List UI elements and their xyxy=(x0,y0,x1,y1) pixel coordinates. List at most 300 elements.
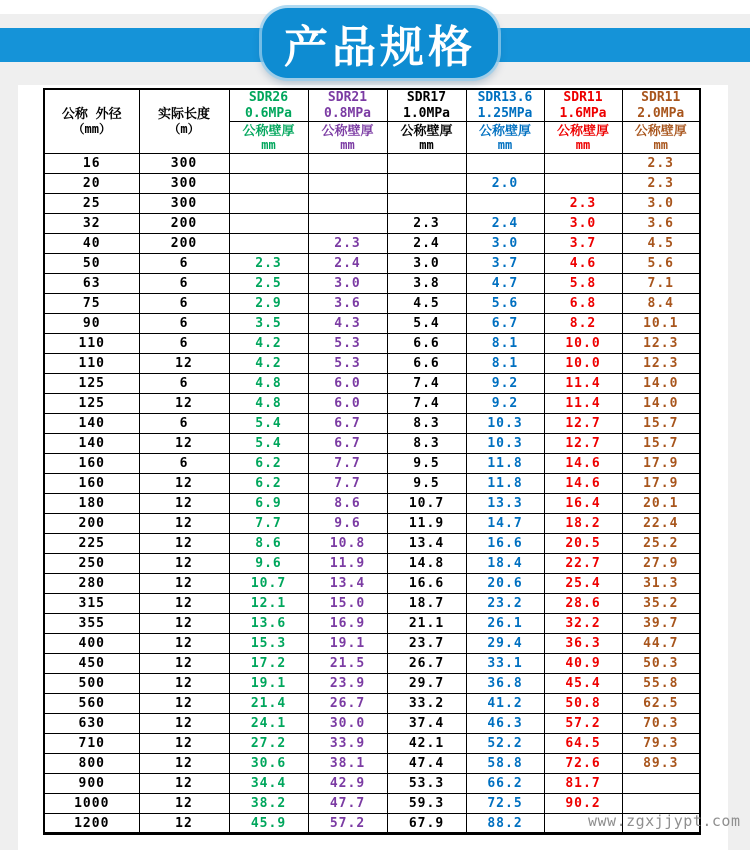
col-header-series-4: SDR11 1.6MPa xyxy=(544,89,622,122)
table-cell: 36.3 xyxy=(544,634,622,654)
table-row xyxy=(44,694,700,714)
table-cell: 8.2 xyxy=(544,314,622,334)
table-cell: 1000 xyxy=(44,794,139,814)
table-cell: 64.5 xyxy=(544,734,622,754)
table-cell: 6 xyxy=(139,374,229,394)
table-cell: 5.4 xyxy=(229,414,308,434)
table-cell: 140 xyxy=(44,434,139,454)
col-subheader-series-1: 公称壁厚 mm xyxy=(308,122,387,154)
table-cell: 11.4 xyxy=(544,374,622,394)
table-cell: 110 xyxy=(44,354,139,374)
table-cell: 225 xyxy=(44,534,139,554)
table-cell: 11.8 xyxy=(466,474,544,494)
table-cell: 24.1 xyxy=(229,714,308,734)
table-cell: 2.3 xyxy=(308,234,387,254)
table-cell: 9.5 xyxy=(387,454,466,474)
table-cell: 710 xyxy=(44,734,139,754)
table-cell: 7.7 xyxy=(308,454,387,474)
table-cell: 6.8 xyxy=(544,294,622,314)
table-row xyxy=(44,494,700,514)
table-cell: 160 xyxy=(44,474,139,494)
table-cell: 2.3 xyxy=(622,174,700,194)
table-row xyxy=(44,374,700,394)
table-cell: 20.5 xyxy=(544,534,622,554)
table-cell xyxy=(387,174,466,194)
table-cell: 6 xyxy=(139,314,229,334)
table-cell: 2.4 xyxy=(466,214,544,234)
table-cell xyxy=(544,154,622,174)
table-cell: 12 xyxy=(139,634,229,654)
table-cell: 20 xyxy=(44,174,139,194)
table-cell: 26.7 xyxy=(387,654,466,674)
table-cell: 53.3 xyxy=(387,774,466,794)
table-row xyxy=(44,534,700,554)
table-cell: 25.4 xyxy=(544,574,622,594)
table-row xyxy=(44,674,700,694)
table-cell: 355 xyxy=(44,614,139,634)
table-cell: 9.5 xyxy=(387,474,466,494)
table-cell: 6.6 xyxy=(387,334,466,354)
table-cell: 12 xyxy=(139,494,229,514)
table-cell: 14.7 xyxy=(466,514,544,534)
table-cell: 630 xyxy=(44,714,139,734)
table-cell: 7.4 xyxy=(387,394,466,414)
table-cell: 13.6 xyxy=(229,614,308,634)
table-cell: 6.0 xyxy=(308,374,387,394)
table-cell: 2.4 xyxy=(387,234,466,254)
table-cell: 2.4 xyxy=(308,254,387,274)
table-row xyxy=(44,234,700,254)
table-row xyxy=(44,754,700,774)
table-cell: 9.6 xyxy=(229,554,308,574)
table-cell: 12 xyxy=(139,574,229,594)
table-cell: 17.2 xyxy=(229,654,308,674)
table-cell: 300 xyxy=(139,174,229,194)
col-header-series-1: SDR21 0.8MPa xyxy=(308,89,387,122)
col-subheader-series-5: 公称壁厚 mm xyxy=(622,122,700,154)
table-cell: 52.2 xyxy=(466,734,544,754)
table-row xyxy=(44,514,700,534)
table-cell: 11.4 xyxy=(544,394,622,414)
table-cell: 90 xyxy=(44,314,139,334)
table-cell: 6 xyxy=(139,334,229,354)
table-cell: 10.1 xyxy=(622,314,700,334)
table-cell: 38.2 xyxy=(229,794,308,814)
table-cell: 40.9 xyxy=(544,654,622,674)
table-cell: 31.3 xyxy=(622,574,700,594)
table-cell: 4.5 xyxy=(387,294,466,314)
table-cell: 4.3 xyxy=(308,314,387,334)
table-cell: 5.3 xyxy=(308,334,387,354)
table-cell: 140 xyxy=(44,414,139,434)
spec-table xyxy=(43,88,701,835)
table-cell: 4.8 xyxy=(229,374,308,394)
table-cell: 12.7 xyxy=(544,414,622,434)
table-cell: 12.1 xyxy=(229,594,308,614)
table-row xyxy=(44,394,700,414)
col-header-series-3: SDR13.6 1.25MPa xyxy=(466,89,544,122)
table-cell: 6.2 xyxy=(229,474,308,494)
table-cell: 12 xyxy=(139,794,229,814)
table-cell: 7.4 xyxy=(387,374,466,394)
table-row xyxy=(44,354,700,374)
table-cell: 79.3 xyxy=(622,734,700,754)
table-cell: 12 xyxy=(139,674,229,694)
table-cell: 2.3 xyxy=(387,214,466,234)
table-cell: 3.0 xyxy=(308,274,387,294)
table-cell: 4.2 xyxy=(229,334,308,354)
table-cell: 3.0 xyxy=(387,254,466,274)
table-cell: 18.2 xyxy=(544,514,622,534)
table-cell xyxy=(622,774,700,794)
table-cell xyxy=(308,174,387,194)
table-cell: 12 xyxy=(139,534,229,554)
table-cell: 8.6 xyxy=(308,494,387,514)
table-cell: 66.2 xyxy=(466,774,544,794)
table-cell: 2.3 xyxy=(544,194,622,214)
table-cell: 88.2 xyxy=(466,814,544,834)
table-cell: 900 xyxy=(44,774,139,794)
table-row xyxy=(44,734,700,754)
table-cell xyxy=(466,154,544,174)
table-cell: 16.9 xyxy=(308,614,387,634)
table-cell: 41.2 xyxy=(466,694,544,714)
table-cell: 12 xyxy=(139,514,229,534)
table-cell: 9.2 xyxy=(466,374,544,394)
table-cell: 35.2 xyxy=(622,594,700,614)
table-cell xyxy=(308,194,387,214)
table-cell: 800 xyxy=(44,754,139,774)
col-subheader-series-3: 公称壁厚 mm xyxy=(466,122,544,154)
table-cell: 5.3 xyxy=(308,354,387,374)
table-cell: 3.0 xyxy=(544,214,622,234)
table-cell: 3.5 xyxy=(229,314,308,334)
table-cell: 36.8 xyxy=(466,674,544,694)
table-cell: 110 xyxy=(44,334,139,354)
table-cell: 15.3 xyxy=(229,634,308,654)
table-cell: 21.1 xyxy=(387,614,466,634)
table-cell: 5.6 xyxy=(622,254,700,274)
table-row xyxy=(44,794,700,814)
table-cell: 40 xyxy=(44,234,139,254)
table-cell: 20.6 xyxy=(466,574,544,594)
table-cell: 59.3 xyxy=(387,794,466,814)
table-row xyxy=(44,274,700,294)
table-cell: 29.7 xyxy=(387,674,466,694)
table-cell: 10.7 xyxy=(229,574,308,594)
table-cell: 12 xyxy=(139,594,229,614)
col-header-outer-diameter: 公称 外径 （mm） xyxy=(44,89,139,154)
table-cell xyxy=(229,154,308,174)
table-cell xyxy=(544,174,622,194)
table-cell: 67.9 xyxy=(387,814,466,834)
table-cell: 12 xyxy=(139,434,229,454)
table-cell: 22.4 xyxy=(622,514,700,534)
table-cell: 27.2 xyxy=(229,734,308,754)
table-cell: 7.7 xyxy=(229,514,308,534)
table-row xyxy=(44,314,700,334)
table-cell: 57.2 xyxy=(544,714,622,734)
table-cell: 16.6 xyxy=(466,534,544,554)
table-cell: 42.9 xyxy=(308,774,387,794)
table-cell: 4.2 xyxy=(229,354,308,374)
col-subheader-series-0: 公称壁厚 mm xyxy=(229,122,308,154)
table-cell: 5.4 xyxy=(229,434,308,454)
table-cell xyxy=(387,194,466,214)
table-cell: 12.3 xyxy=(622,354,700,374)
table-cell: 160 xyxy=(44,454,139,474)
table-cell: 6 xyxy=(139,274,229,294)
table-cell: 18.4 xyxy=(466,554,544,574)
table-cell xyxy=(229,214,308,234)
table-cell: 25 xyxy=(44,194,139,214)
table-cell: 3.0 xyxy=(466,234,544,254)
table-cell: 3.6 xyxy=(622,214,700,234)
table-cell: 30.6 xyxy=(229,754,308,774)
table-row xyxy=(44,414,700,434)
table-cell: 5.8 xyxy=(544,274,622,294)
table-cell: 12 xyxy=(139,654,229,674)
table-cell: 2.0 xyxy=(466,174,544,194)
table-cell: 11.8 xyxy=(466,454,544,474)
table-cell: 16 xyxy=(44,154,139,174)
table-cell: 6.2 xyxy=(229,454,308,474)
table-cell: 14.8 xyxy=(387,554,466,574)
table-cell: 20.1 xyxy=(622,494,700,514)
table-row xyxy=(44,174,700,194)
table-cell: 14.0 xyxy=(622,394,700,414)
table-cell: 12 xyxy=(139,474,229,494)
table-cell: 6 xyxy=(139,454,229,474)
col-subheader-series-4: 公称壁厚 mm xyxy=(544,122,622,154)
table-cell: 8.3 xyxy=(387,414,466,434)
table-cell: 12 xyxy=(139,714,229,734)
table-cell: 16.6 xyxy=(387,574,466,594)
table-cell: 12 xyxy=(139,354,229,374)
spec-table-head xyxy=(44,89,700,154)
col-header-length: 实际长度 （m） xyxy=(139,89,229,154)
table-cell: 81.7 xyxy=(544,774,622,794)
table-cell: 15.0 xyxy=(308,594,387,614)
table-cell: 12 xyxy=(139,554,229,574)
table-cell: 2.5 xyxy=(229,274,308,294)
table-cell: 6.7 xyxy=(466,314,544,334)
table-cell: 47.4 xyxy=(387,754,466,774)
table-cell: 5.6 xyxy=(466,294,544,314)
table-row xyxy=(44,654,700,674)
table-cell: 6 xyxy=(139,294,229,314)
table-cell: 450 xyxy=(44,654,139,674)
table-cell: 280 xyxy=(44,574,139,594)
table-cell: 28.6 xyxy=(544,594,622,614)
table-cell: 8.4 xyxy=(622,294,700,314)
table-cell: 33.9 xyxy=(308,734,387,754)
table-cell: 46.3 xyxy=(466,714,544,734)
table-cell: 26.7 xyxy=(308,694,387,714)
table-cell: 33.2 xyxy=(387,694,466,714)
table-row xyxy=(44,294,700,314)
table-cell: 560 xyxy=(44,694,139,714)
table-cell: 12 xyxy=(139,774,229,794)
table-row xyxy=(44,554,700,574)
table-cell: 13.4 xyxy=(387,534,466,554)
table-cell: 14.0 xyxy=(622,374,700,394)
table-cell: 23.7 xyxy=(387,634,466,654)
watermark: www.zgxjjypt.com xyxy=(588,812,741,830)
table-cell: 8.1 xyxy=(466,334,544,354)
table-row xyxy=(44,634,700,654)
table-cell: 180 xyxy=(44,494,139,514)
col-header-series-5: SDR11 2.0MPa xyxy=(622,89,700,122)
table-cell: 17.9 xyxy=(622,474,700,494)
table-cell: 4.7 xyxy=(466,274,544,294)
col-header-series-0: SDR26 0.6MPa xyxy=(229,89,308,122)
table-cell: 10.0 xyxy=(544,334,622,354)
table-cell: 50 xyxy=(44,254,139,274)
table-cell: 25.2 xyxy=(622,534,700,554)
table-cell: 19.1 xyxy=(308,634,387,654)
table-cell: 10.3 xyxy=(466,434,544,454)
table-cell: 2.3 xyxy=(229,254,308,274)
table-cell: 44.7 xyxy=(622,634,700,654)
table-cell: 37.4 xyxy=(387,714,466,734)
table-cell: 13.4 xyxy=(308,574,387,594)
table-cell: 7.7 xyxy=(308,474,387,494)
table-cell xyxy=(229,234,308,254)
table-cell: 21.5 xyxy=(308,654,387,674)
table-cell: 32 xyxy=(44,214,139,234)
table-cell: 12.3 xyxy=(622,334,700,354)
table-cell xyxy=(387,154,466,174)
table-cell: 11.9 xyxy=(387,514,466,534)
table-cell: 12.7 xyxy=(544,434,622,454)
table-cell: 6.9 xyxy=(229,494,308,514)
table-cell: 3.0 xyxy=(622,194,700,214)
table-row xyxy=(44,194,700,214)
table-cell: 16.4 xyxy=(544,494,622,514)
table-cell xyxy=(229,174,308,194)
table-cell: 14.6 xyxy=(544,474,622,494)
table-cell: 13.3 xyxy=(466,494,544,514)
table-cell: 315 xyxy=(44,594,139,614)
table-cell: 90.2 xyxy=(544,794,622,814)
table-cell: 14.6 xyxy=(544,454,622,474)
table-cell: 12 xyxy=(139,814,229,834)
table-cell: 4.8 xyxy=(229,394,308,414)
table-cell: 19.1 xyxy=(229,674,308,694)
table-row xyxy=(44,214,700,234)
table-row xyxy=(44,714,700,734)
table-cell: 12 xyxy=(139,394,229,414)
spec-table-body xyxy=(44,154,700,834)
table-row xyxy=(44,254,700,274)
col-header-series-2: SDR17 1.0MPa xyxy=(387,89,466,122)
table-cell: 57.2 xyxy=(308,814,387,834)
table-cell: 39.7 xyxy=(622,614,700,634)
table-cell: 18.7 xyxy=(387,594,466,614)
table-cell: 21.4 xyxy=(229,694,308,714)
table-cell: 200 xyxy=(139,234,229,254)
table-cell: 42.1 xyxy=(387,734,466,754)
table-cell: 10.7 xyxy=(387,494,466,514)
table-cell: 23.9 xyxy=(308,674,387,694)
table-cell: 89.3 xyxy=(622,754,700,774)
title-badge xyxy=(262,8,498,78)
table-cell: 200 xyxy=(44,514,139,534)
table-cell: 8.6 xyxy=(229,534,308,554)
table-cell: 45.9 xyxy=(229,814,308,834)
table-cell: 70.3 xyxy=(622,714,700,734)
table-cell: 27.9 xyxy=(622,554,700,574)
table-cell: 38.1 xyxy=(308,754,387,774)
table-cell: 12 xyxy=(139,734,229,754)
table-row xyxy=(44,474,700,494)
table-row xyxy=(44,434,700,454)
table-row xyxy=(44,454,700,474)
table-cell: 3.7 xyxy=(466,254,544,274)
table-cell: 12 xyxy=(139,614,229,634)
table-cell xyxy=(308,214,387,234)
table-row xyxy=(44,574,700,594)
table-cell: 72.5 xyxy=(466,794,544,814)
table-cell: 8.1 xyxy=(466,354,544,374)
table-cell: 3.6 xyxy=(308,294,387,314)
table-cell: 22.7 xyxy=(544,554,622,574)
table-cell: 63 xyxy=(44,274,139,294)
table-cell: 125 xyxy=(44,374,139,394)
table-cell: 12 xyxy=(139,694,229,714)
table-cell: 15.7 xyxy=(622,414,700,434)
table-cell: 72.6 xyxy=(544,754,622,774)
table-row xyxy=(44,774,700,794)
table-cell: 30.0 xyxy=(308,714,387,734)
table-cell: 2.9 xyxy=(229,294,308,314)
table-cell: 55.8 xyxy=(622,674,700,694)
table-cell: 250 xyxy=(44,554,139,574)
table-cell: 4.6 xyxy=(544,254,622,274)
table-cell: 2.3 xyxy=(622,154,700,174)
table-cell: 4.5 xyxy=(622,234,700,254)
table-cell: 62.5 xyxy=(622,694,700,714)
table-cell: 300 xyxy=(139,194,229,214)
table-row xyxy=(44,614,700,634)
table-cell: 58.8 xyxy=(466,754,544,774)
table-cell: 6 xyxy=(139,414,229,434)
table-cell: 33.1 xyxy=(466,654,544,674)
table-cell: 50.8 xyxy=(544,694,622,714)
table-cell: 6.0 xyxy=(308,394,387,414)
table-cell xyxy=(229,194,308,214)
table-cell: 7.1 xyxy=(622,274,700,294)
table-cell: 26.1 xyxy=(466,614,544,634)
page-title: 产品规格 xyxy=(284,23,476,72)
table-cell: 47.7 xyxy=(308,794,387,814)
table-cell: 29.4 xyxy=(466,634,544,654)
table-row xyxy=(44,594,700,614)
table-cell: 400 xyxy=(44,634,139,654)
table-cell: 17.9 xyxy=(622,454,700,474)
table-row xyxy=(44,334,700,354)
table-cell: 45.4 xyxy=(544,674,622,694)
table-cell: 23.2 xyxy=(466,594,544,614)
table-cell: 50.3 xyxy=(622,654,700,674)
table-cell: 10.8 xyxy=(308,534,387,554)
table-cell: 34.4 xyxy=(229,774,308,794)
table-cell: 75 xyxy=(44,294,139,314)
table-cell: 15.7 xyxy=(622,434,700,454)
table-cell: 125 xyxy=(44,394,139,414)
table-cell: 5.4 xyxy=(387,314,466,334)
